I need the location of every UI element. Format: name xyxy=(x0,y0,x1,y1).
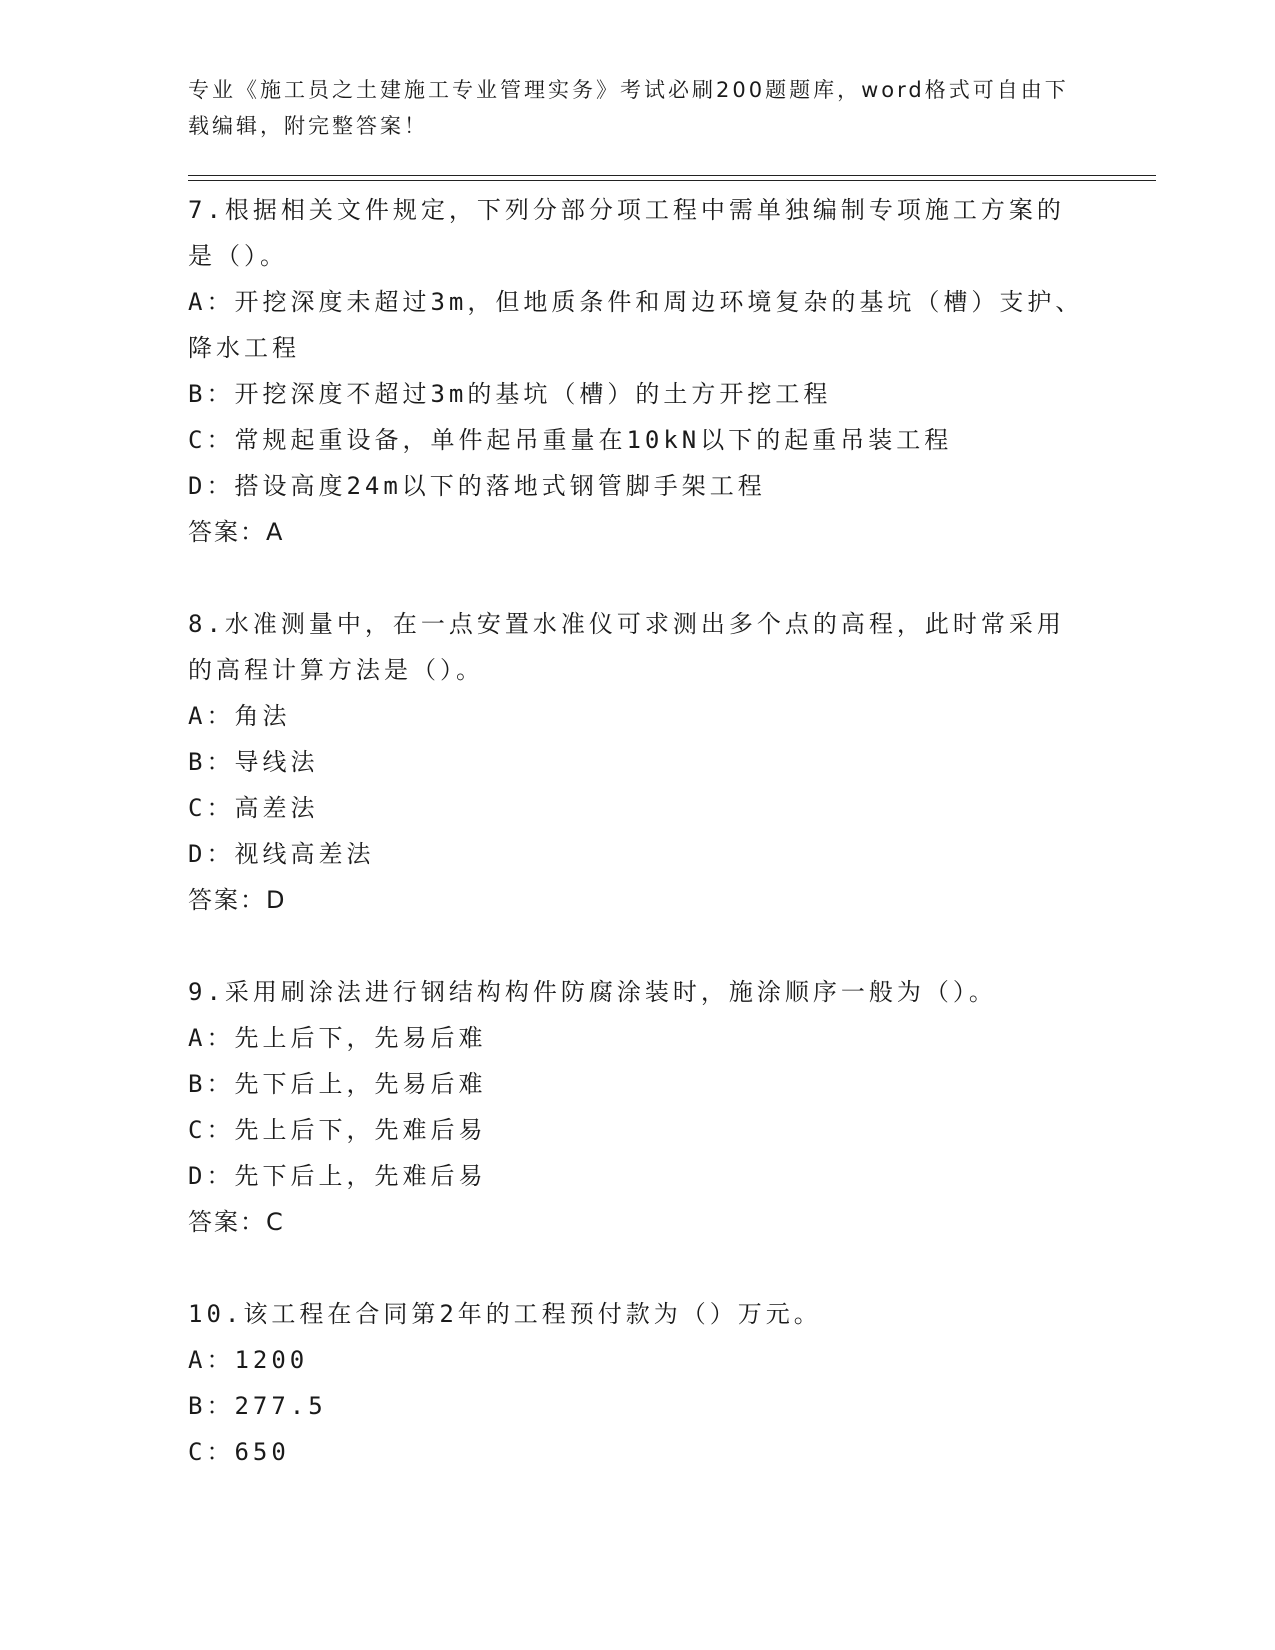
question-text: 7.根据相关文件规定，下列分部分项工程中需单独编制专项施工方案的是（）。 xyxy=(188,196,1065,270)
option-b: B：导线法 xyxy=(188,748,319,776)
option-c: C：先上后下，先难后易 xyxy=(188,1116,487,1144)
option-a: A：先上后下，先易后难 xyxy=(188,1024,487,1052)
option-d: D：搭设高度24m以下的落地式钢管脚手架工程 xyxy=(188,472,766,500)
question-9 xyxy=(188,969,1088,1245)
question-7 xyxy=(188,187,1088,555)
option-a: A：开挖深度未超过3m，但地质条件和周边环境复杂的基坑（槽）支护、降水工程 xyxy=(188,288,1084,362)
option-c: C：高差法 xyxy=(188,794,319,822)
header-divider-bottom xyxy=(188,180,1156,181)
answer: 答案：D xyxy=(188,886,287,914)
option-d: D：视线高差法 xyxy=(188,840,375,868)
question-list xyxy=(188,187,1088,1475)
answer: 答案：A xyxy=(188,518,285,546)
question-text: 10.该工程在合同第2年的工程预付款为（）万元。 xyxy=(188,1300,822,1328)
header-divider-top xyxy=(188,175,1156,176)
option-c: C：650 xyxy=(188,1438,290,1466)
question-text: 8.水准测量中，在一点安置水准仪可求测出多个点的高程，此时常采用的高程计算方法是（）。 xyxy=(188,610,1065,684)
option-a: A：角法 xyxy=(188,702,291,730)
document-header: 专业《施工员之土建施工专业管理实务》考试必刷200题题库，word格式可自由下载编辑，附完整答案！ xyxy=(188,78,1069,138)
option-a: A：1200 xyxy=(188,1346,309,1374)
option-c: C：常规起重设备，单件起吊重量在10kN以下的起重吊装工程 xyxy=(188,426,953,454)
option-b: B：开挖深度不超过3m的基坑（槽）的土方开挖工程 xyxy=(188,380,832,408)
question-8 xyxy=(188,601,1088,923)
question-10 xyxy=(188,1291,1088,1475)
question-text: 9.采用刷涂法进行钢结构构件防腐涂装时，施涂顺序一般为（）。 xyxy=(188,978,997,1006)
option-b: B：先下后上，先易后难 xyxy=(188,1070,487,1098)
option-d: D：先下后上，先难后易 xyxy=(188,1162,487,1190)
option-b: B：277.5 xyxy=(188,1392,327,1420)
answer: 答案：C xyxy=(188,1208,285,1236)
